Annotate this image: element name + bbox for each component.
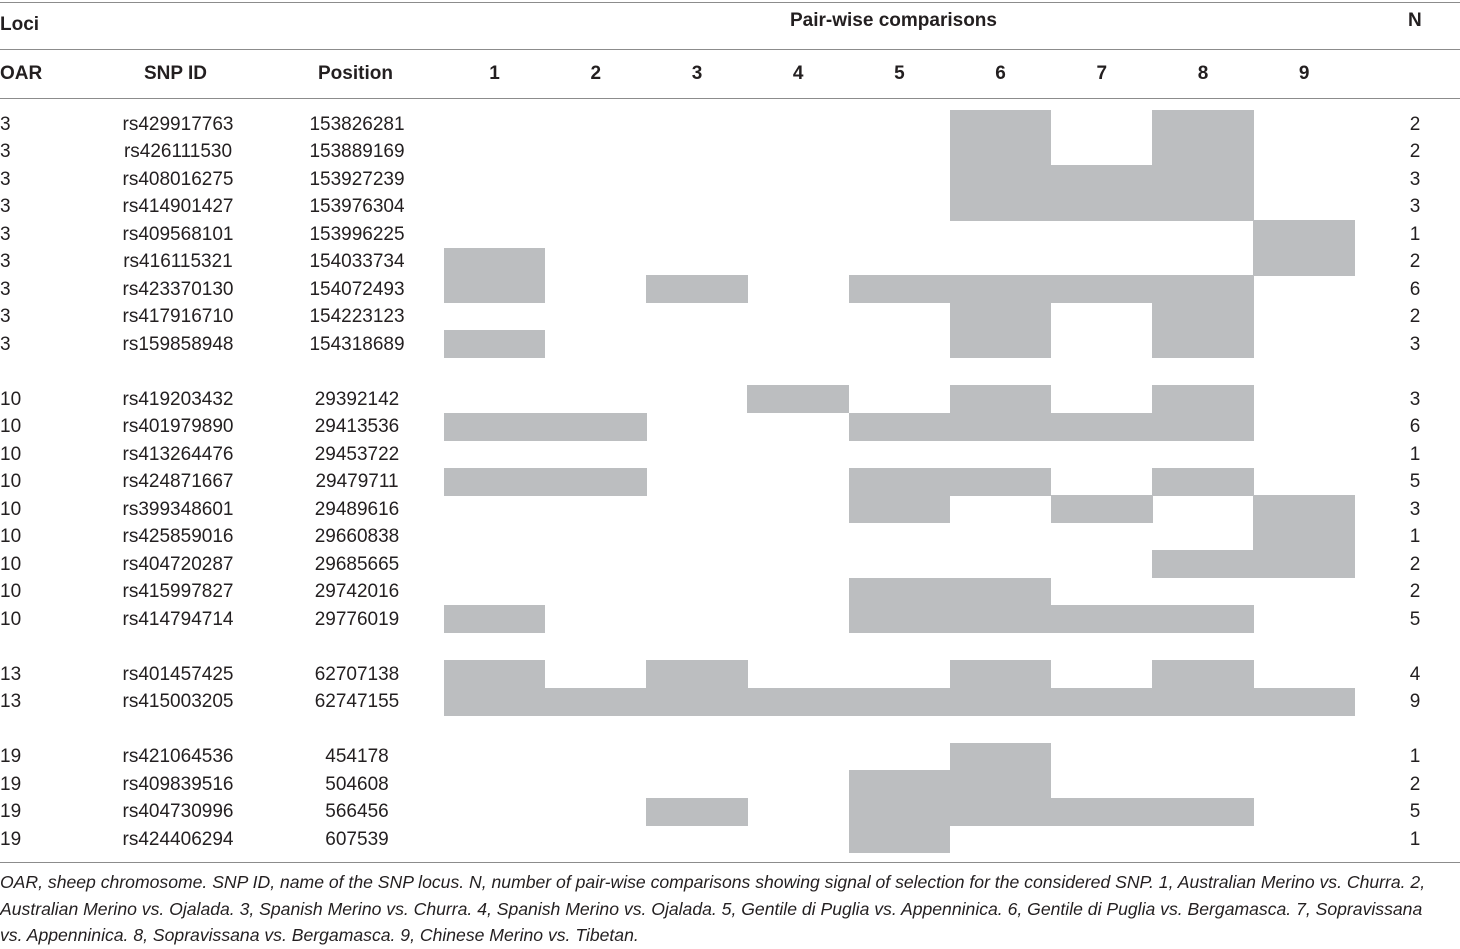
signal-cell: [1253, 248, 1355, 276]
signal-cell: [950, 385, 1052, 413]
signal-cell: [1152, 413, 1254, 441]
position-cell: 29776019: [314, 608, 400, 630]
signal-cell: [444, 688, 546, 716]
signal-cell: [1152, 193, 1254, 221]
signal-cell: [950, 138, 1052, 166]
snp-id-header: SNP ID: [144, 63, 208, 84]
n-count-cell: 1: [1409, 746, 1421, 767]
oar-cell: 3: [0, 251, 11, 272]
n-count-cell: 1: [1409, 526, 1421, 547]
comparison-header-3: 3: [691, 63, 703, 84]
position-cell: 62707138: [314, 663, 400, 685]
comparison-header-2: 2: [590, 63, 602, 84]
signal-cell: [1051, 275, 1153, 303]
n-count-cell: 6: [1409, 278, 1421, 300]
position-cell: 153976304: [309, 196, 405, 217]
n-count-cell: 3: [1409, 388, 1421, 410]
oar-cell: 3: [0, 306, 11, 327]
signal-cell: [646, 660, 748, 688]
signal-cell: [444, 660, 546, 688]
loci-header: Loci: [0, 14, 40, 35]
signal-cell: [849, 825, 951, 853]
oar-cell: 10: [0, 526, 22, 547]
oar-cell: 3: [0, 223, 11, 245]
signal-cell: [950, 578, 1052, 606]
position-cell: 29479711: [315, 471, 399, 492]
snp-id-cell: rs401457425: [122, 663, 234, 685]
signal-cell: [747, 385, 849, 413]
oar-header: OAR: [0, 63, 43, 84]
signal-cell: [849, 605, 951, 633]
signal-cell: [1051, 193, 1153, 221]
signal-cell: [1152, 385, 1254, 413]
snp-id-cell: rs424871667: [122, 471, 234, 492]
signal-cell: [849, 688, 951, 716]
n-count-cell: 1: [1409, 443, 1421, 465]
table-footnote: OAR, sheep chromosome. SNP ID, name of the SNP locus. N, number of pair-wise comparisons showing signal of selection for the considered SNP. 1, Australian Merino vs. Churra. 2, Australian Merino vs. Ojalada. 3, Spanish Merino vs. Churra. 4, Spanish Merino vs. Ojalada. 5, Gentile di Puglia vs. Appenninica. 6, Gentile di Puglia vs. Bergamasca. 7, Sopravissana vs. Appenninica. 8, Sopravissana vs. Bergamasca. 9, Chinese Merino vs. Tibetan.: [0, 872, 1426, 945]
signal-cell: [1152, 468, 1254, 496]
signal-cell: [1253, 495, 1355, 523]
signal-cell: [1152, 798, 1254, 826]
oar-cell: 13: [0, 691, 22, 712]
oar-cell: 19: [0, 773, 22, 795]
signal-cell: [747, 688, 849, 716]
n-count-cell: 1: [1409, 828, 1421, 850]
comparison-header-7: 7: [1096, 63, 1108, 84]
position-cell: 29453722: [314, 443, 400, 465]
n-count-cell: 2: [1409, 581, 1421, 602]
oar-cell: 13: [0, 663, 22, 685]
signal-cell: [849, 770, 951, 798]
signal-cell: [849, 798, 951, 826]
n-count-cell: 2: [1409, 773, 1421, 795]
position-cell: 62747155: [314, 691, 400, 712]
oar-cell: 19: [0, 801, 22, 822]
signal-cell: [1152, 330, 1254, 358]
signal-cell: [950, 660, 1052, 688]
n-count-cell: 6: [1409, 416, 1421, 437]
pairwise-comparisons-header: Pair-wise comparisons: [790, 10, 997, 31]
signal-cell: [1152, 688, 1254, 716]
n-count-cell: 5: [1409, 608, 1421, 630]
oar-cell: 19: [0, 828, 22, 850]
signal-cell: [444, 248, 546, 276]
signal-cell: [950, 303, 1052, 331]
position-cell: 29413536: [314, 416, 400, 437]
snp-id-cell: rs425859016: [122, 526, 234, 547]
signal-cell: [950, 110, 1052, 138]
top-rule: [0, 2, 1460, 3]
signal-cell: [849, 495, 951, 523]
n-count-cell: 2: [1409, 113, 1421, 135]
signal-cell: [1051, 688, 1153, 716]
snp-id-cell: rs424406294: [122, 828, 234, 850]
snp-id-cell: rs413264476: [122, 443, 234, 465]
signal-cell: [849, 468, 951, 496]
signal-cell: [444, 468, 546, 496]
n-count-cell: 2: [1409, 553, 1421, 575]
signal-cell: [444, 413, 546, 441]
signal-cell: [950, 688, 1052, 716]
position-cell: 153996225: [309, 223, 405, 245]
snp-id-cell: rs404720287: [122, 553, 234, 575]
signal-cell: [950, 605, 1052, 633]
signal-cell: [950, 275, 1052, 303]
position-cell: 154072493: [309, 278, 405, 300]
comparison-header-6: 6: [995, 63, 1006, 84]
signal-cell: [849, 275, 951, 303]
n-count-cell: 4: [1409, 663, 1421, 685]
n-count-cell: 9: [1409, 691, 1421, 712]
signal-cell: [1051, 605, 1153, 633]
signal-cell: [950, 165, 1052, 193]
n-count-cell: 3: [1409, 333, 1421, 355]
snp-id-cell: rs401979890: [122, 416, 234, 437]
signal-cell: [444, 275, 546, 303]
n-count-cell: 3: [1409, 196, 1421, 217]
n-count-cell: 5: [1409, 801, 1421, 822]
n-header: N: [1408, 10, 1422, 31]
signal-cell: [545, 413, 647, 441]
snp-id-cell: rs415003205: [122, 691, 234, 712]
n-count-cell: 1: [1409, 223, 1421, 245]
oar-cell: 3: [0, 141, 11, 162]
position-cell: 29489616: [314, 498, 400, 520]
position-cell: 504608: [325, 773, 389, 795]
signal-cell: [1152, 303, 1254, 331]
snp-id-cell: rs416115321: [123, 251, 233, 272]
snp-id-cell: rs426111530: [123, 141, 233, 162]
position-cell: 154033734: [309, 251, 405, 272]
n-count-cell: 3: [1409, 168, 1421, 190]
n-count-cell: 2: [1409, 306, 1421, 327]
n-count-cell: 5: [1409, 471, 1421, 492]
n-count-cell: 3: [1409, 498, 1421, 520]
signal-cell: [950, 468, 1052, 496]
snp-id-cell: rs409568101: [122, 223, 234, 245]
signal-cell: [1253, 220, 1355, 248]
snp-id-cell: rs399348601: [122, 498, 234, 520]
snp-id-cell: rs419203432: [122, 388, 234, 410]
oar-cell: 10: [0, 608, 22, 630]
oar-cell: 19: [0, 746, 22, 767]
comparison-header-4: 4: [792, 63, 804, 84]
snp-id-cell: rs415997827: [122, 581, 234, 602]
snp-id-cell: rs414794714: [122, 608, 234, 630]
snp-id-cell: rs423370130: [122, 278, 234, 300]
position-cell: 454178: [325, 746, 389, 767]
comparison-header-9: 9: [1298, 63, 1310, 84]
comparison-header-8: 8: [1197, 63, 1209, 84]
position-cell: 153889169: [309, 141, 405, 162]
position-cell: 566456: [325, 801, 389, 822]
oar-cell: 10: [0, 416, 22, 437]
oar-cell: 10: [0, 388, 22, 410]
signal-cell: [646, 275, 748, 303]
oar-cell: 3: [0, 196, 11, 217]
signal-cell: [1253, 688, 1355, 716]
oar-cell: 10: [0, 471, 22, 492]
signal-cell: [950, 798, 1052, 826]
position-cell: 154318689: [309, 333, 405, 355]
signal-cell: [1051, 798, 1153, 826]
oar-cell: 10: [0, 553, 22, 575]
signal-cell: [1152, 165, 1254, 193]
snp-id-cell: rs159858948: [122, 333, 234, 355]
signal-cell: [646, 798, 748, 826]
snp-id-cell: rs421064536: [122, 746, 234, 767]
signal-cell: [1152, 605, 1254, 633]
signal-cell: [1051, 165, 1153, 193]
oar-cell: 3: [0, 278, 11, 300]
signal-cell: [1051, 413, 1153, 441]
signal-cell: [950, 193, 1052, 221]
position-header: Position: [318, 63, 393, 84]
signal-cell: [1152, 275, 1254, 303]
position-cell: 29685665: [314, 553, 400, 575]
oar-cell: 10: [0, 581, 22, 602]
signal-cell: [545, 688, 647, 716]
signal-cell: [950, 330, 1052, 358]
signal-cell: [545, 468, 647, 496]
signal-cell: [1253, 550, 1355, 578]
signal-cell: [1152, 660, 1254, 688]
signal-cell: [646, 688, 748, 716]
oar-cell: 10: [0, 498, 22, 520]
position-cell: 607539: [325, 828, 389, 850]
snp-id-cell: rs408016275: [122, 168, 234, 190]
signal-cell: [849, 413, 951, 441]
oar-cell: 3: [0, 333, 11, 355]
position-cell: 153826281: [309, 113, 405, 135]
signal-cell: [1253, 523, 1355, 551]
signal-cell: [1152, 110, 1254, 138]
comparison-header-5: 5: [894, 63, 905, 84]
n-count-cell: 2: [1409, 251, 1421, 272]
snp-id-cell: rs404730996: [122, 801, 234, 822]
signal-cell: [444, 605, 546, 633]
position-cell: 153927239: [309, 168, 405, 190]
table-bottom-rule: [0, 862, 1460, 863]
position-cell: 29660838: [314, 526, 400, 547]
header-bottom-rule: [0, 98, 1460, 99]
signal-cell: [444, 330, 546, 358]
signal-cell: [1152, 138, 1254, 166]
oar-cell: 3: [0, 113, 11, 135]
snp-id-cell: rs409839516: [122, 773, 234, 795]
snp-id-cell: rs417916710: [122, 306, 234, 327]
position-cell: 154223123: [309, 306, 405, 327]
signal-cell: [950, 413, 1052, 441]
n-count-cell: 2: [1409, 141, 1421, 162]
header-divider: [0, 49, 1460, 50]
snp-id-cell: rs414901427: [122, 196, 234, 217]
signal-cell: [1152, 550, 1254, 578]
position-cell: 29392142: [314, 388, 400, 410]
oar-cell: 10: [0, 443, 22, 465]
position-cell: 29742016: [314, 581, 400, 602]
signal-cell: [1051, 495, 1153, 523]
comparison-header-1: 1: [489, 63, 500, 84]
snp-id-cell: rs429917763: [122, 113, 234, 135]
signal-cell: [950, 770, 1052, 798]
signal-cell: [849, 578, 951, 606]
oar-cell: 3: [0, 168, 11, 190]
signal-cell: [950, 743, 1052, 771]
